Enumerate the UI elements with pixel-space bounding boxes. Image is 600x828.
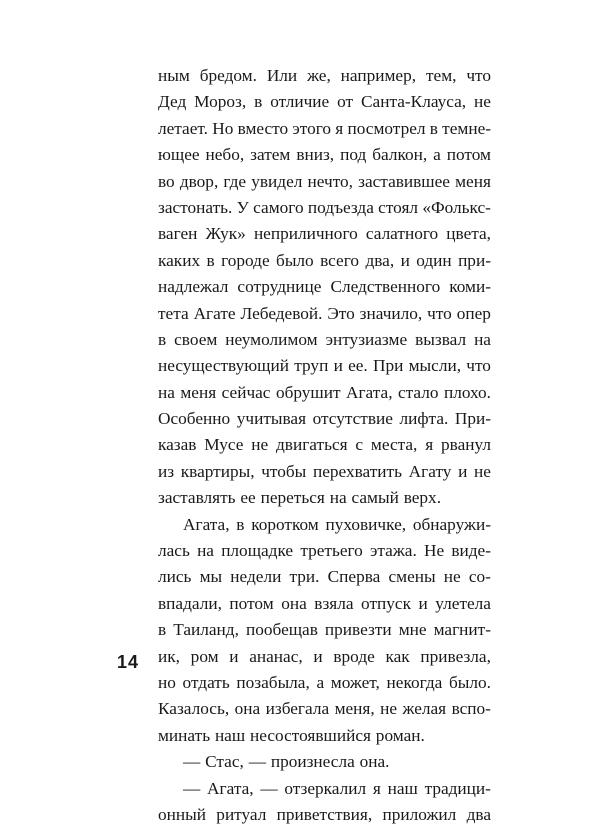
word: ее. [348, 356, 368, 376]
word: летает. [158, 118, 208, 138]
word: от [337, 92, 354, 112]
word: на [158, 382, 175, 402]
word: Или [266, 66, 298, 85]
word: этажа. [370, 541, 417, 561]
word: сейчас [221, 382, 271, 402]
text-line [158, 564, 491, 590]
word: посмотрел [347, 118, 426, 138]
word: смены [388, 567, 436, 587]
word: наш [214, 725, 246, 745]
word: и [229, 646, 239, 666]
word: во [158, 171, 175, 191]
word: не [474, 461, 491, 481]
text-line [158, 591, 491, 617]
word: — [183, 778, 201, 798]
word: застонать. [158, 197, 233, 217]
word: тем, [425, 66, 457, 85]
word: а [316, 672, 325, 692]
word: Мусе [204, 435, 244, 455]
word: своем [174, 329, 218, 349]
word: произнесла [270, 752, 355, 772]
word: ром [190, 646, 219, 666]
word: ющее [158, 145, 200, 165]
text-line [158, 802, 491, 828]
word: лись [158, 567, 192, 587]
word: на [197, 541, 214, 561]
word: Сперва [327, 567, 381, 587]
word: в [206, 250, 215, 270]
word: мы [199, 567, 223, 587]
word: в [158, 620, 167, 640]
word: значило, [359, 303, 423, 323]
word: нечто, [307, 171, 353, 191]
text-line [158, 63, 491, 89]
word: пообещав [245, 620, 318, 640]
word: не [251, 435, 269, 455]
word: рванул [441, 435, 491, 455]
word: виде- [451, 541, 491, 561]
word: двигаться [276, 435, 348, 455]
text-line [158, 617, 491, 643]
word: — [183, 752, 201, 772]
word: — [248, 752, 266, 772]
word: несуществующий [158, 356, 289, 376]
word: под [340, 145, 367, 165]
word: Агату [408, 461, 452, 481]
text-line [158, 169, 491, 195]
word: и [333, 356, 343, 376]
word: на [474, 329, 491, 349]
word: что [427, 303, 452, 323]
word: Агате [193, 303, 236, 323]
text-line [158, 89, 491, 115]
word: надлежал [158, 277, 229, 297]
word: в [429, 118, 438, 138]
word: При [373, 356, 404, 376]
word: и [313, 646, 323, 666]
word: Дед [158, 92, 187, 112]
word: вспо- [451, 699, 491, 719]
word: а [433, 145, 441, 165]
word: приложил [382, 804, 457, 824]
word: роман. [375, 725, 425, 745]
word: избегала [265, 699, 330, 719]
word: вроде [333, 646, 375, 666]
word: квартиры, [180, 461, 255, 481]
word: недели [230, 567, 282, 587]
word: вызвал [415, 329, 467, 349]
word: два, [365, 250, 395, 270]
word: лась [158, 541, 190, 561]
text-line [158, 116, 491, 142]
word: места, [370, 435, 418, 455]
word: онный [158, 804, 206, 824]
word: меня [180, 382, 217, 402]
word: двор, [179, 171, 219, 191]
word: было [276, 250, 314, 270]
word: она [281, 593, 307, 613]
word: привезла, [420, 646, 491, 666]
word: взяла [314, 593, 354, 613]
text-line [158, 485, 491, 511]
word: Следственного [330, 277, 441, 297]
word: обнаружи- [412, 514, 491, 534]
word: верх. [403, 488, 442, 508]
word: сотруднице [237, 277, 322, 297]
word: темне- [442, 118, 491, 138]
word: опер [456, 303, 491, 323]
word: ным [158, 66, 190, 85]
word: всего [320, 250, 360, 270]
text-line [158, 142, 491, 168]
word: с [355, 435, 364, 455]
text-line [158, 670, 491, 696]
word: мне [398, 620, 427, 640]
word: магнит- [433, 620, 491, 640]
text-line [158, 406, 491, 432]
word: Жук» [205, 224, 246, 244]
page-number: 14 [117, 652, 140, 672]
word: два [466, 804, 491, 824]
text-line [158, 301, 491, 327]
word: где [223, 171, 247, 191]
word: на [329, 488, 347, 508]
word: Но [212, 118, 234, 138]
word: желая [402, 699, 447, 719]
word: Агата, [207, 778, 254, 798]
text-line [158, 432, 491, 458]
text-line [158, 353, 491, 379]
word: стало [397, 382, 439, 402]
word: третьего [300, 541, 363, 561]
word: же, [307, 66, 331, 85]
word: она. [359, 752, 390, 772]
word: этого [292, 118, 332, 138]
word: привезти [324, 620, 392, 640]
word: вниз, [296, 145, 335, 165]
text-line [158, 644, 491, 670]
word: самый [351, 488, 399, 508]
word: ананас, [249, 646, 303, 666]
word: плохо. [443, 382, 491, 402]
word: несостоявшийся [250, 725, 371, 745]
word: отличие [270, 92, 330, 112]
word: Агата, [183, 514, 230, 534]
word: самого [253, 197, 304, 217]
word: три. [289, 567, 320, 587]
word: меня [455, 171, 491, 191]
word: труп [294, 356, 329, 376]
word: энтузиазме [325, 329, 408, 349]
word: мысли, [408, 356, 462, 376]
word: и [400, 250, 410, 270]
text-line [158, 221, 491, 247]
word: отпуск [361, 593, 411, 613]
word: она [234, 699, 261, 719]
word: площадке [221, 541, 294, 561]
word: При- [454, 409, 491, 429]
word: было. [448, 672, 491, 692]
word: что [466, 66, 491, 85]
word: коротком [251, 514, 319, 534]
word: переться [260, 488, 325, 508]
word: Таиланд, [173, 620, 239, 640]
word: я [335, 118, 344, 138]
word: затем [250, 145, 291, 165]
word: Агата, [345, 382, 393, 402]
word: но [158, 672, 176, 692]
word: впадали, [158, 593, 222, 613]
word: учитывая [236, 409, 307, 429]
word: Мороз, [194, 92, 247, 112]
word: при- [458, 250, 491, 270]
word: Это [327, 303, 355, 323]
word: городе [221, 250, 270, 270]
word: минать [158, 725, 211, 745]
word: балкон, [372, 145, 428, 165]
word: некогда [386, 672, 443, 692]
word: отзеркалил [284, 778, 367, 798]
word: ее [240, 488, 256, 508]
word: например, [340, 66, 417, 85]
word: не [443, 567, 461, 587]
word: ваген [158, 224, 198, 244]
word: лифта. [399, 409, 449, 429]
word: Казалось, [158, 699, 230, 719]
text-line [158, 248, 491, 274]
word: стоял [378, 197, 419, 217]
text-line [158, 696, 491, 722]
word: потом [446, 145, 491, 165]
word: Санта-Клауса, [361, 92, 467, 112]
word: может, [330, 672, 380, 692]
word: и [418, 593, 428, 613]
word: в [254, 92, 263, 112]
text-line [158, 723, 491, 749]
word: перехватить [312, 461, 402, 481]
word: увидел [251, 171, 303, 191]
word: обрушит [275, 382, 341, 402]
text-line [158, 380, 491, 406]
word: Стас, [205, 752, 244, 772]
word: тета [158, 303, 189, 323]
text-line [158, 274, 491, 300]
word: приветствия, [276, 804, 373, 824]
body-text [158, 63, 491, 828]
word: я [372, 778, 381, 798]
word: со- [468, 567, 491, 587]
word: заставлять [158, 488, 236, 508]
word: «Фолькс- [422, 197, 491, 217]
word: заставившее [358, 171, 450, 191]
word: из [158, 461, 175, 481]
word: неприличного [253, 224, 358, 244]
text-line [158, 195, 491, 221]
word: неумолимом [225, 329, 318, 349]
word: ритуал [216, 804, 267, 824]
word: не [380, 699, 398, 719]
text-line [158, 512, 491, 538]
word: У [236, 197, 249, 217]
word: Не [423, 541, 445, 561]
word: каких [158, 250, 201, 270]
word: пуховичке, [325, 514, 407, 534]
word: коми- [449, 277, 491, 297]
word: один [416, 250, 452, 270]
word: в [158, 329, 167, 349]
text-line [158, 538, 491, 564]
word: и [458, 461, 468, 481]
text-line [158, 459, 491, 485]
word: цвета, [446, 224, 491, 244]
word: наш [387, 778, 418, 798]
word: меня, [334, 699, 375, 719]
word: салатного [365, 224, 439, 244]
word: бредом. [199, 66, 257, 85]
word: не [474, 92, 491, 112]
word: традици- [424, 778, 491, 798]
word: потом [229, 593, 274, 613]
word: — [260, 778, 278, 798]
word: отсутствие [312, 409, 393, 429]
word: позабыла, [236, 672, 310, 692]
word: казав [158, 435, 197, 455]
word: что [466, 356, 491, 376]
text-line [158, 327, 491, 353]
word: улетела [435, 593, 491, 613]
word: Лебедевой. [240, 303, 323, 323]
text-line [158, 776, 491, 802]
word: в [236, 514, 245, 534]
word: я [425, 435, 434, 455]
word: небо, [205, 145, 245, 165]
word: вместо [237, 118, 289, 138]
text-line [158, 749, 491, 775]
word: Особенно [158, 409, 231, 429]
word: отдать [182, 672, 230, 692]
word: чтобы [261, 461, 307, 481]
word: подъезда [307, 197, 374, 217]
word: как [385, 646, 410, 666]
word: ик, [158, 646, 180, 666]
